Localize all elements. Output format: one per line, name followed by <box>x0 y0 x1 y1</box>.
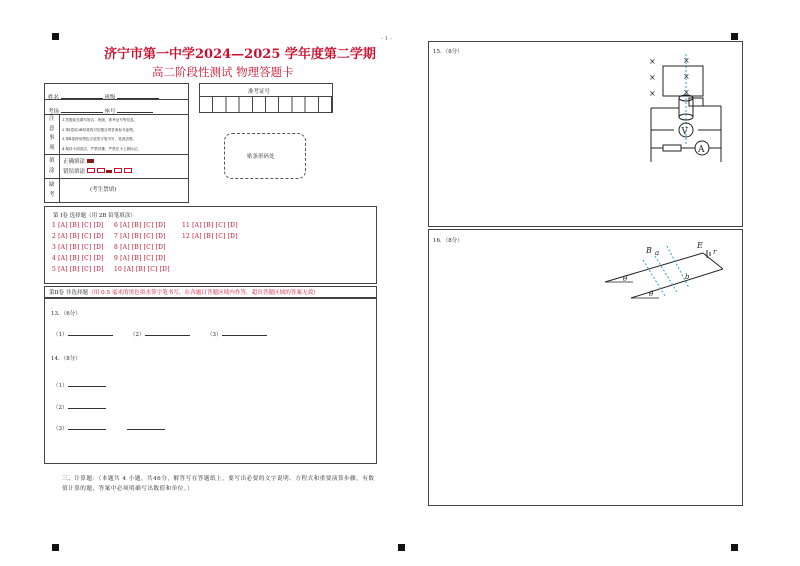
exam-id-label: 准考证号 <box>248 89 271 95</box>
part1-title: 第 Ⅰ卷 选择题（用 2B 铅笔填涂） <box>53 213 136 219</box>
answer-box-13-14: 13．（6分） （1） （2） （3） 14．（8分） （1） （2） （3） <box>44 298 377 464</box>
choice-q11[interactable]: 11 [A] [B] [C] [D] <box>182 222 238 229</box>
registration-mark-top-right <box>731 33 738 40</box>
correct-fill-label: 正确填涂 <box>63 159 86 165</box>
choice-q4[interactable]: 4 [A] [B] [C] [D] <box>52 255 104 262</box>
q14-blank-3[interactable] <box>68 421 106 430</box>
registration-mark-bottom-center <box>398 544 405 551</box>
name-label: 姓名 <box>48 95 60 101</box>
part2-title-bar <box>44 286 377 298</box>
fill-heading: 填 涂 <box>49 158 55 174</box>
seat-label: 座号 <box>104 109 116 115</box>
registration-mark-top-left <box>52 33 59 40</box>
class-field[interactable] <box>117 90 159 99</box>
ammeter-symbol: A <box>698 145 705 155</box>
svg-text:×: × <box>649 57 656 66</box>
correct-fill-sample <box>87 159 94 163</box>
answer-box-16[interactable] <box>428 229 743 506</box>
name-field[interactable] <box>61 90 103 99</box>
svg-text:θ: θ <box>623 275 628 283</box>
svg-text:×: × <box>683 56 690 65</box>
svg-text:×: × <box>683 88 690 97</box>
svg-text:×: × <box>683 72 690 81</box>
q15-circuit-diagram <box>641 54 737 162</box>
svg-text:B: B <box>646 246 652 255</box>
exam-id-box <box>199 83 333 113</box>
choice-q5[interactable]: 5 [A] [B] [C] [D] <box>52 266 104 273</box>
calculation-instructions: 三、计算题：（本题共 4 小题，共46分，解答写在答题纸上，要写出必要的文字说明、方程式和重要演算步骤，有数值计算的题，答案中必须明确写出数值和单位。） <box>62 476 375 492</box>
part2-instruction: （用 0.5 毫米的黑色墨水签字笔书写，在各题目答题区域内作答，超出答题区域的答案无效） <box>88 290 319 296</box>
q13-blank-1[interactable] <box>68 327 113 336</box>
class-label: 班级 <box>104 95 116 101</box>
svg-text:E: E <box>697 241 703 250</box>
q15-label: 15．（8分） <box>433 49 463 55</box>
svg-text:r: r <box>713 248 717 256</box>
q14-label: 14．（8分） <box>51 356 81 362</box>
absent-heading: 缺 考 <box>49 182 55 198</box>
svg-text:×: × <box>649 73 656 82</box>
wrong-fill-label: 错误填涂 <box>63 169 86 175</box>
barcode-label: 贴条形码处 <box>247 154 275 160</box>
choice-q8[interactable]: 8 [A] [B] [C] [D] <box>114 244 166 251</box>
room-label: 考场 <box>48 109 60 115</box>
choice-q12[interactable]: 12 [A] [B] [C] [D] <box>182 233 238 240</box>
registration-mark-bottom-left <box>52 544 59 551</box>
svg-text:a: a <box>655 249 660 257</box>
q16-label: 16．（8分） <box>433 238 463 244</box>
q16-incline-rails-diagram <box>603 236 723 300</box>
answer-box-15[interactable] <box>428 41 743 227</box>
q13-label: 13．（6分） <box>51 311 81 317</box>
choice-q1[interactable]: 1 [A] [B] [C] [D] <box>52 222 104 229</box>
part2-title: 第Ⅱ卷 非选择题 <box>49 290 89 296</box>
choice-q9[interactable]: 9 [A] [B] [C] [D] <box>114 255 166 262</box>
page-subtitle: 高二阶段性测试 物理答题卡 <box>152 65 294 79</box>
q14-blank-4[interactable] <box>127 421 165 430</box>
wrong-fill-samples <box>87 169 132 175</box>
choice-q7[interactable]: 7 [A] [B] [C] [D] <box>114 233 166 240</box>
q14-blank-1[interactable] <box>68 378 106 387</box>
choice-q10[interactable]: 10 [A] [B] [C] [D] <box>114 266 170 273</box>
choice-q2[interactable]: 2 [A] [B] [C] [D] <box>52 233 104 240</box>
page-number: - 1 - <box>381 36 392 42</box>
exam-id-cells[interactable] <box>200 96 332 113</box>
svg-text:b: b <box>685 273 690 281</box>
registration-mark-bottom-right <box>731 544 738 551</box>
svg-text:θ: θ <box>649 290 654 298</box>
voltmeter-symbol: V <box>681 127 688 137</box>
room-field[interactable] <box>61 104 103 113</box>
q13-blank-2[interactable] <box>145 327 190 336</box>
absent-note: (考生禁填) <box>90 187 117 193</box>
seat-field[interactable] <box>117 104 153 113</box>
q14-blank-2[interactable] <box>68 400 106 409</box>
barcode-area <box>224 133 306 179</box>
q13-blank-3[interactable] <box>222 327 267 336</box>
notes-list: 1.答题前先填写姓名、班级、准考证号等信息。 2.第Ⅰ卷用2B铅笔将对应题目的答案标号涂黑。 3.第Ⅱ卷使用黑色字迹签字笔书写，笔迹清楚。 4.保持卡面清洁，严禁折叠，严禁在卡上做标记。 <box>62 118 141 151</box>
choice-q3[interactable]: 3 [A] [B] [C] [D] <box>52 244 104 251</box>
svg-text:×: × <box>649 89 656 98</box>
notes-heading: 注 意 事 项 <box>49 116 55 151</box>
choice-q6[interactable]: 6 [A] [B] [C] [D] <box>114 222 166 229</box>
student-info-box <box>44 83 189 203</box>
page-title: 济宁市第一中学2024—2025 学年度第二学期 <box>104 47 376 62</box>
